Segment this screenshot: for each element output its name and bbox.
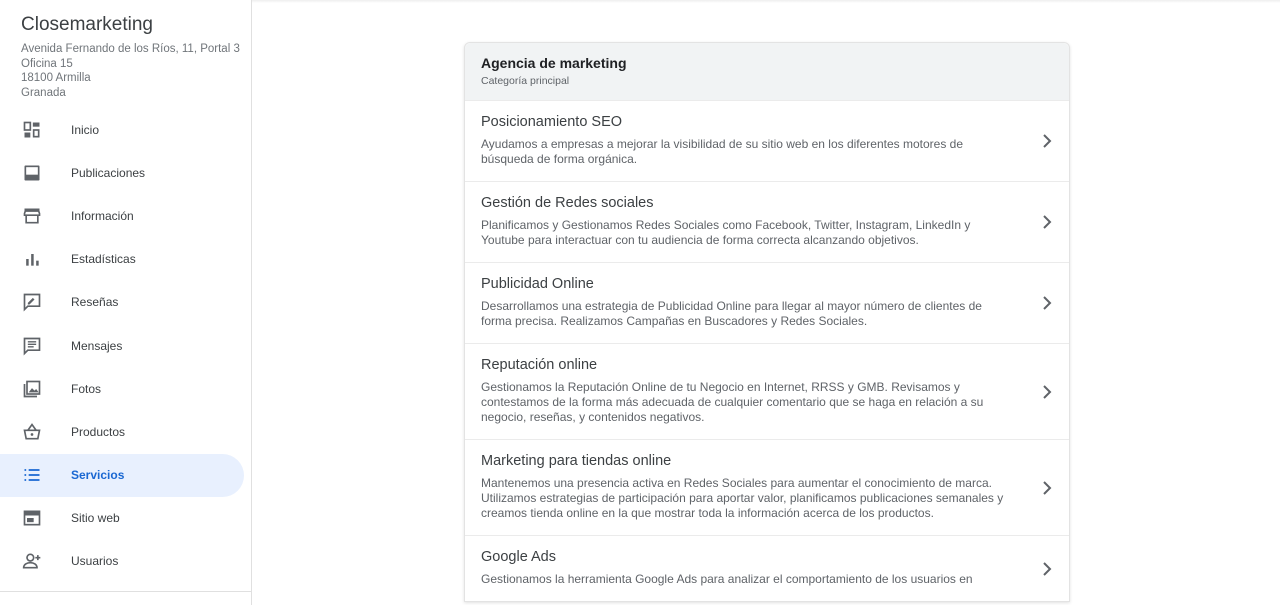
service-description: Planificamos y Gestionamos Redes Sociales como Facebook, Twitter, Instagram, LinkedIn y Youtube para interactuar con tu audiencia de forma correcta alcanzando objetivos.	[481, 218, 971, 247]
service-item[interactable]	[465, 535, 1069, 601]
chevron-right-icon	[1041, 385, 1053, 399]
service-title: Publicidad Online	[481, 276, 594, 292]
service-title: Gestión de Redes sociales	[481, 195, 654, 211]
sidebar-item-label: Reseñas	[71, 295, 119, 310]
business-name: Closemarketing	[21, 14, 153, 35]
sidebar-item-usuarios[interactable]	[0, 540, 244, 583]
address-line: Granada	[21, 87, 66, 100]
service-description: Mantenemos una presencia activa en Redes Sociales para aumentar el conocimiento de marca. Utilizamos estrategias de participación para aportar valor, planificamos publicaciones semanales y creamos tienda online en la que mostrar toda la información acerca de los productos.	[481, 476, 1004, 520]
sidebar-item-label: Información	[71, 208, 134, 223]
sidebar-item-rese-as[interactable]	[0, 281, 244, 324]
top-divider	[252, 0, 1280, 3]
service-description: Gestionamos la herramienta Google Ads para analizar el comportamiento de los usuarios en	[481, 572, 973, 586]
basket-icon	[0, 422, 71, 442]
store-icon	[0, 206, 71, 226]
chevron-right-icon	[1041, 134, 1053, 148]
sidebar-item-label: Mensajes	[71, 338, 123, 353]
chevron-right-icon	[1041, 562, 1053, 576]
photo-icon	[0, 379, 71, 399]
service-title: Marketing para tiendas online	[481, 453, 672, 469]
sidebar-item-informaci-n[interactable]	[0, 194, 244, 237]
sidebar-item-mensajes[interactable]	[0, 324, 244, 367]
sidebar-item-label: Servicios	[71, 468, 125, 483]
sidebar-item-label: Publicaciones	[71, 165, 146, 180]
service-item[interactable]	[465, 343, 1069, 439]
sidebar-item-label: Estadísticas	[71, 252, 136, 267]
sidebar-item-label: Productos	[71, 424, 126, 439]
sidebar-item-inicio[interactable]	[0, 108, 244, 151]
service-description: Gestionamos la Reputación Online de tu Negocio en Internet, RRSS y GMB. Revisamos y contestamos de la forma más adecuada de cualquier comentario que se haga en relación a su negocio, reseñas, y contenidos negativos.	[481, 380, 984, 424]
message-icon	[0, 336, 71, 356]
list-icon	[0, 465, 71, 485]
address-line: 18100 Armilla	[21, 72, 91, 85]
service-description: Ayudamos a empresas a mejorar la visibilidad de su sitio web en los diferentes motores de búsqueda de forma orgánica.	[481, 137, 964, 166]
posts-icon	[0, 163, 71, 183]
sidebar-item-label: Usuarios	[71, 554, 119, 569]
sidebar-item-label: Sitio web	[71, 511, 120, 526]
chevron-right-icon	[1041, 481, 1053, 495]
sidebar-item-fotos[interactable]	[0, 367, 244, 410]
services-list	[465, 100, 1069, 601]
primary-category	[465, 43, 1069, 100]
service-item[interactable]	[465, 262, 1069, 343]
sidebar-item-publicaciones[interactable]	[0, 151, 244, 194]
address-line: Avenida Fernando de los Ríos, 11, Portal 3	[21, 43, 240, 55]
category-title: Agencia de marketing	[481, 55, 627, 71]
chevron-right-icon	[1041, 296, 1053, 310]
business-address	[21, 42, 251, 101]
add-user-icon	[0, 551, 71, 571]
sidebar-item-servicios[interactable]	[0, 454, 244, 497]
reviews-icon	[0, 292, 71, 312]
sidebar-item-productos[interactable]	[0, 410, 244, 453]
category-subtitle: Categoría principal	[481, 75, 570, 87]
address-line: Oficina 15	[21, 57, 73, 70]
sidebar-item-sitio-web[interactable]	[0, 497, 244, 540]
service-item[interactable]	[465, 181, 1069, 262]
website-icon	[0, 508, 71, 528]
services-card	[464, 42, 1070, 602]
sidebar-item-label: Inicio	[71, 122, 100, 137]
service-title: Posicionamiento SEO	[481, 114, 623, 130]
bar-chart-icon	[0, 249, 71, 269]
sidebar-item-estad-sticas[interactable]	[0, 238, 244, 281]
divider	[0, 591, 252, 592]
service-title: Google Ads	[481, 549, 556, 565]
sidebar-item-label: Fotos	[71, 381, 102, 396]
service-description: Desarrollamos una estrategia de Publicidad Online para llegar al mayor número de clientes de forma precisa. Realizamos Campañas en Buscadores y Redes Sociales.	[481, 299, 982, 328]
service-title: Reputación online	[481, 357, 598, 373]
sidebar	[0, 0, 252, 605]
chevron-right-icon	[1041, 215, 1053, 229]
service-item[interactable]	[465, 100, 1069, 181]
sidebar-nav	[0, 108, 252, 583]
dashboard-icon	[0, 120, 71, 140]
business-info	[0, 0, 251, 101]
service-item[interactable]	[465, 439, 1069, 535]
